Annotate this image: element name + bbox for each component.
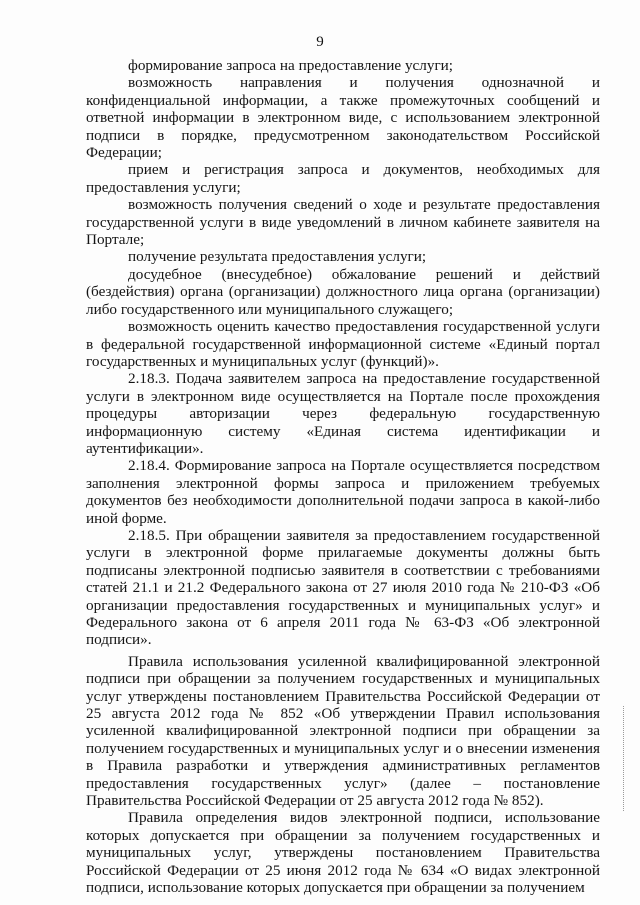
paragraph: возможность оценить качество предоставления государственной услуги в федеральной государственной информационной системе «Единый портал государственных и муниципальных услуг (функций)». — [86, 318, 600, 370]
scan-artifact — [623, 706, 628, 811]
paragraph: 2.18.5. При обращении заявителя за предоставлением государственной услуги в электронной форме прилагаемые документы должны быть подписаны электронной подписью заявителя в соответствии с требованиями статей 21.1 и 21.2 Федерального закона от 27 июля 2010 года № 210-ФЗ «Об организации предоставления государственных и муниципальных услуг» и Федерального закона от 6 апреля 2011 года № 63-ФЗ «Об электронной подписи». — [86, 526, 600, 649]
paragraph: 2.18.4. Формирование запроса на Портале осуществляется посредством заполнения электронной формы запроса и приложением требуемых документов без необходимости дополнительной подачи запроса в какой-либо иной форме. — [86, 457, 600, 527]
paragraph: получение результата предоставления услуги; — [128, 248, 427, 266]
document-body — [86, 57, 600, 897]
paragraph: возможность получения сведений о ходе и результате предоставления государственной услуги в виде уведомлений в личном кабинете заявителя на Портале; — [86, 196, 600, 249]
page-number: 9 — [316, 34, 324, 50]
paragraph: Правила использования усиленной квалифицированной электронной подписи при обращении за получением государственных и муниципальных услуг утверждены постановлением Правительства Российской Федерации от 25 августа 2012 года № 852 «Об утверждении Правил использования усиленной квалифицированной электронной подписи при обращении за получением государственных и муниципальных услуг и о внесении изменения в Правила разработки и утверждения административных регламентов предоставления государственных услуг» (далее – постановление Правительства Российской Федерации от 25 августа 2012 года № 852). — [86, 652, 600, 810]
paragraph: досудебное (внесудебное) обжалование решений и действий (бездействия) органа (организации) должностного лица органа (организации) либо государственного или муниципального служащего; — [86, 265, 600, 318]
paragraph: Правила определения видов электронной подписи, использование которых допускается при обращении за получением государственных и муниципальных услуг, утверждены постановлением Правительства Российской Федерации от 25 июня 2012 года № 634 «О видах электронной подписи, использование которых допускается при обращении за получением — [86, 809, 600, 897]
paragraph: формирование запроса на предоставление услуги; — [128, 57, 454, 74]
paragraph: прием и регистрация запроса и документов, необходимых для предоставления услуги; — [86, 161, 600, 196]
paragraph: возможность направления и получения однозначной и конфиденциальной информации, а также промежуточных сообщений и ответной информации в электронном виде, с использованием электронной подписи в порядке, предусмотренном законодательством Российской Федерации; — [86, 74, 600, 162]
paragraph: 2.18.3. Подача заявителем запроса на предоставление государственной услуги в электронном виде осуществляется на Портале после прохождения процедуры авторизации через федеральную государственную информационную систему «Единая система идентификации и аутентификации». — [86, 370, 600, 457]
